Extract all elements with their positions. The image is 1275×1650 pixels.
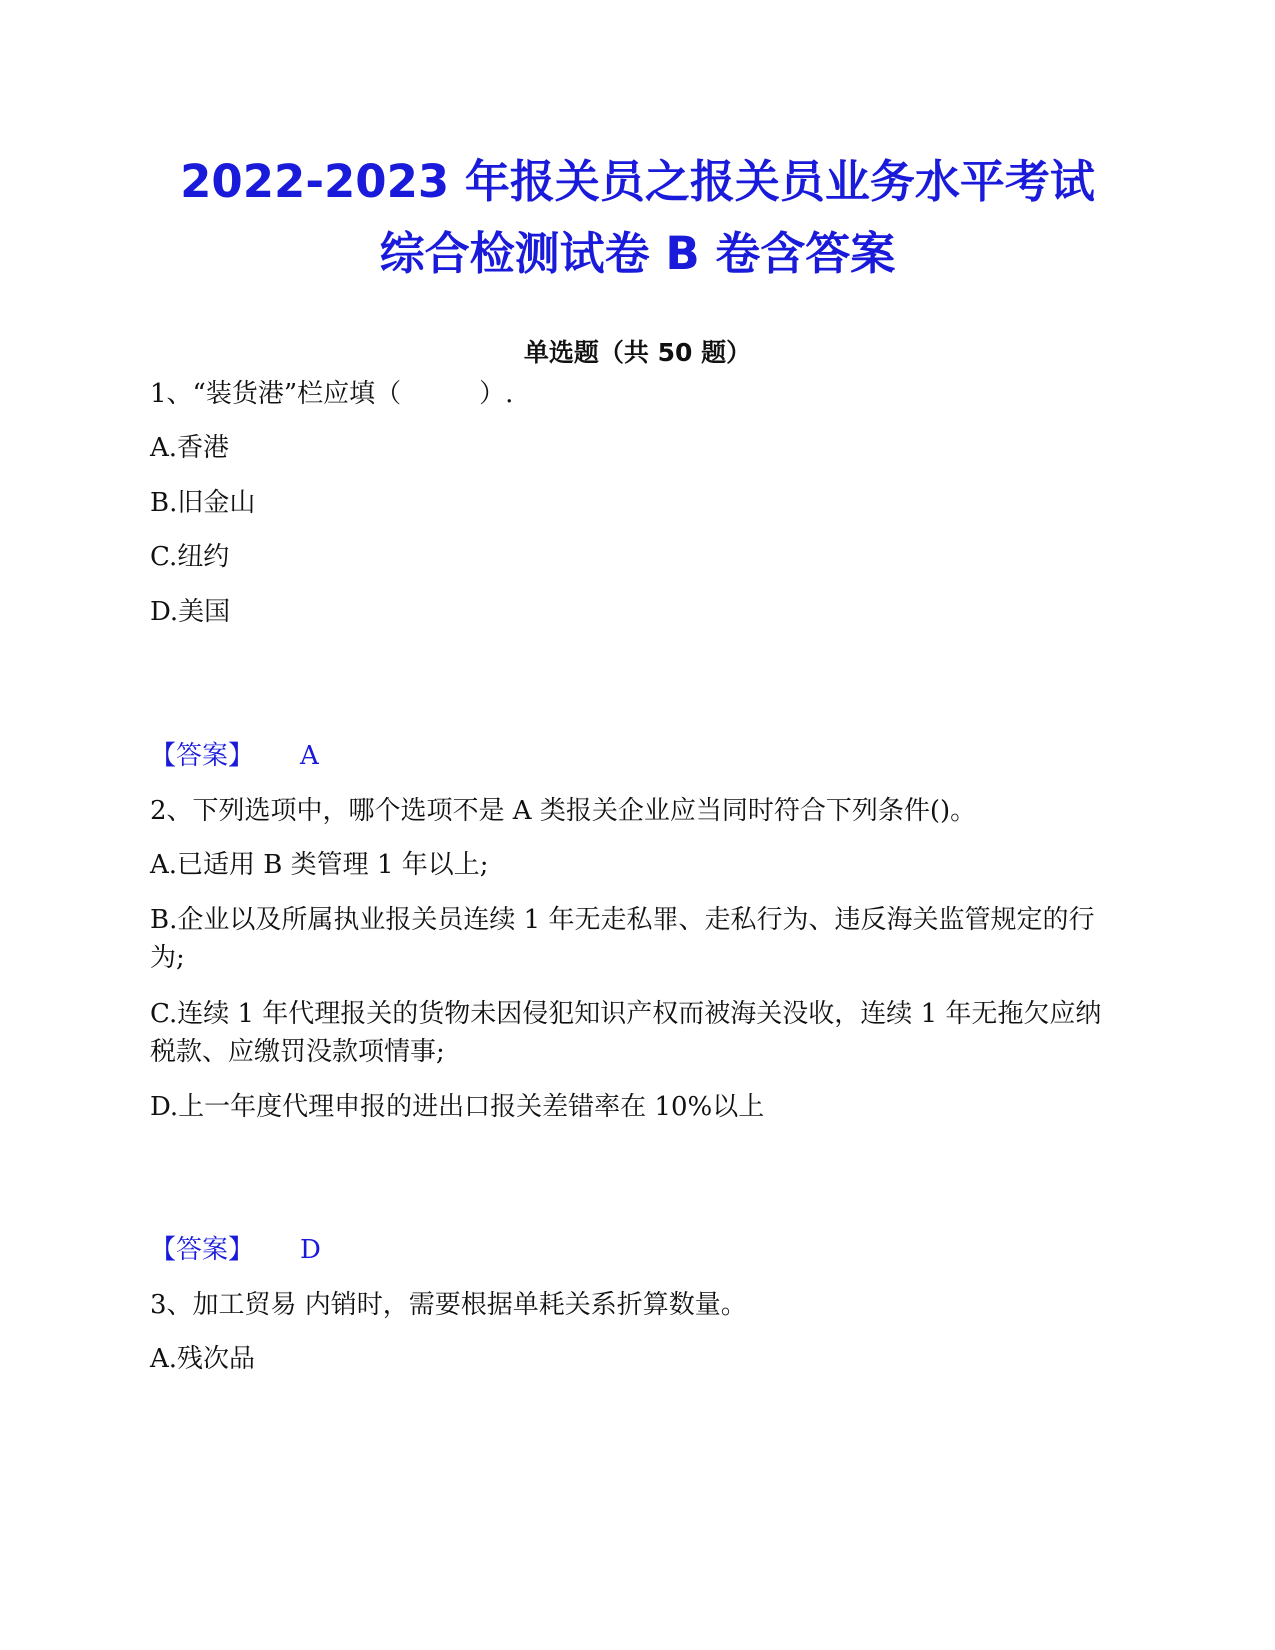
answer-label: 【答案】 (150, 1235, 255, 1265)
answer-value: A (300, 741, 319, 771)
question-2-option-a: A.已适用 B 类管理 1 年以上; (150, 850, 489, 880)
question-1-option-b: B.旧金山 (150, 488, 256, 518)
question-1-stem: 1、“装货港”栏应填（ ）. (150, 379, 514, 409)
question-3-option-a: A.残次品 (150, 1344, 256, 1374)
question-2-option-d: D.上一年度代理申报的进出口报关差错率在 10%以上 (150, 1092, 765, 1122)
question-2-answer (150, 1231, 1120, 1269)
document-title-line-1: 2022-2023 年报关员之报关员业务水平考试 (180, 155, 1095, 208)
question-3-stem: 3、加工贸易 内销时，需要根据单耗关系折算数量。 (150, 1290, 747, 1320)
question-1-option-d: D.美国 (150, 597, 231, 627)
question-1-option-a: A.香港 (150, 433, 230, 463)
answer-label: 【答案】 (150, 741, 255, 771)
question-2-option-b: B.企业以及所属执业报关员连续 1 年无走私罪、走私行为、违反海关监管规定的行为; (150, 905, 1095, 973)
question-1-option-c: C.纽约 (150, 542, 230, 572)
section-heading: 单选题（共 50 题） (523, 338, 752, 367)
answer-value: D (300, 1235, 321, 1265)
question-2-option-c: C.连续 1 年代理报关的货物未因侵犯知识产权而被海关没收，连续 1 年无拖欠应纳税款、应缴罚没款项情事; (150, 999, 1102, 1067)
question-2-stem: 2、下列选项中，哪个选项不是 A 类报关企业应当同时符合下列条件()。 (150, 796, 977, 826)
question-1-answer (150, 737, 1120, 775)
document-title-line-2: 综合检测试卷 B 卷含答案 (379, 227, 896, 280)
